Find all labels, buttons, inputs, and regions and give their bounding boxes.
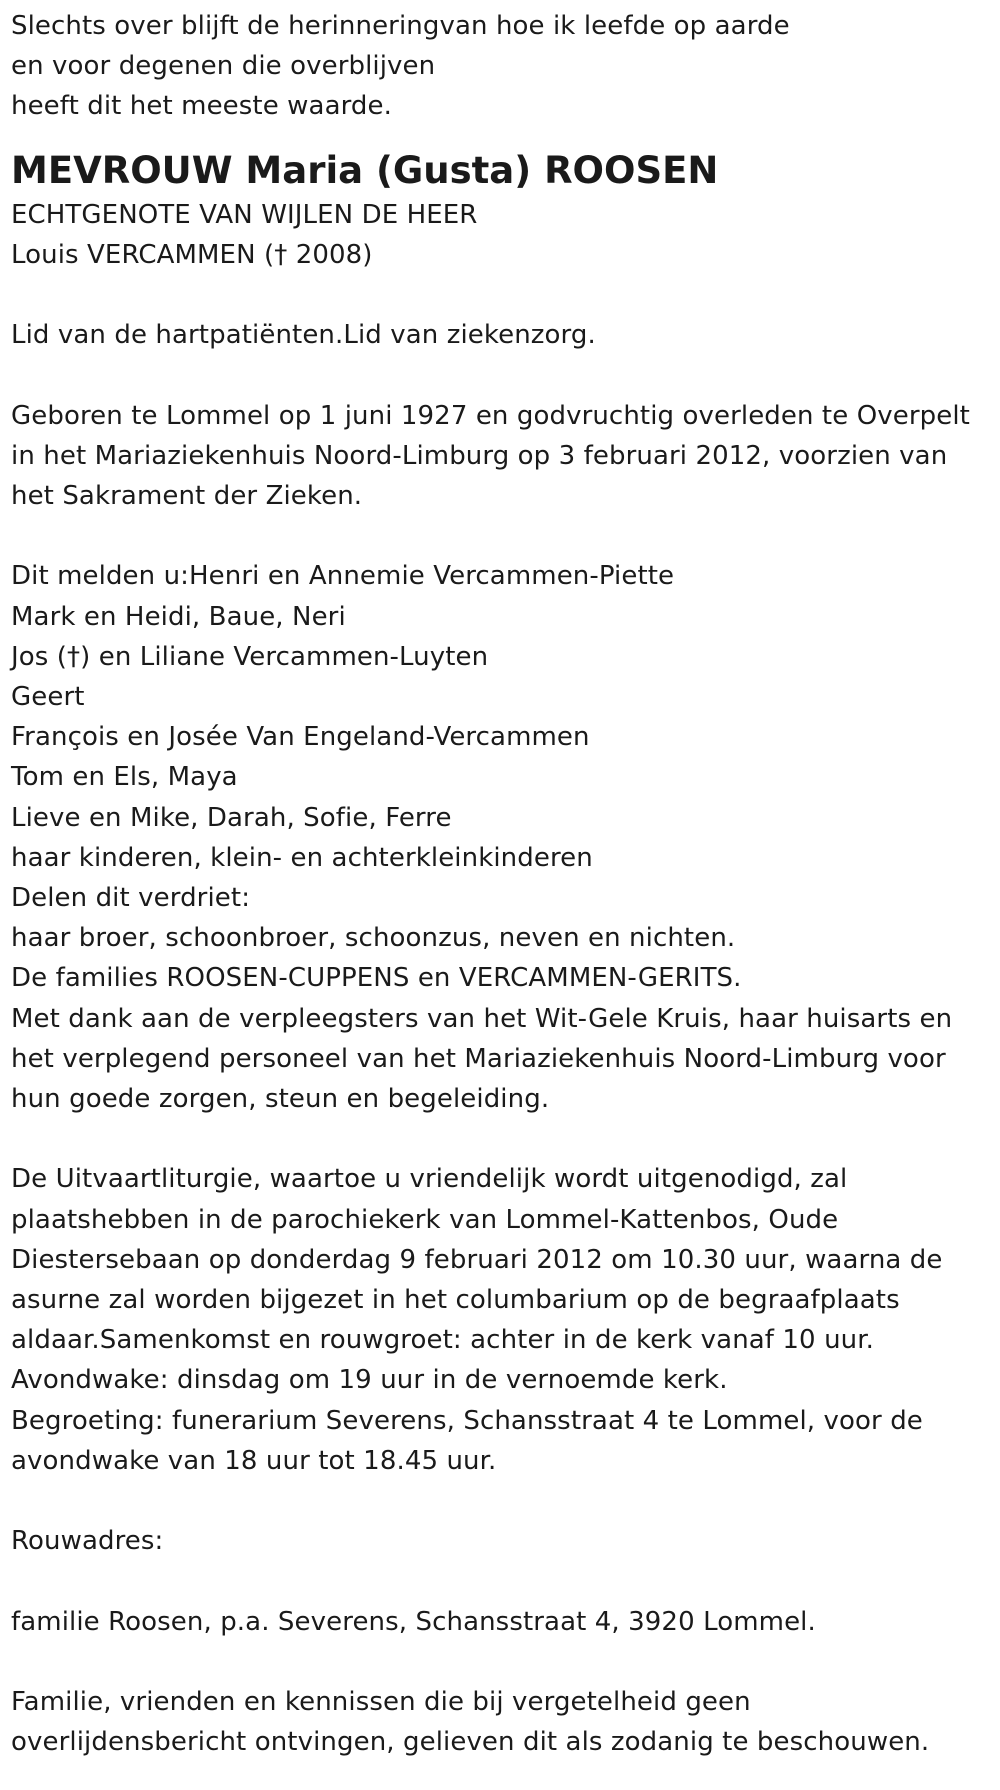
announcer-line: haar broer, schoonbroer, schoonzus, neven en nichten. <box>11 923 736 954</box>
funeral-line: Begroeting: funerarium Severens, Schansstraat 4 te Lommel, voor de <box>11 1405 923 1436</box>
birth-death-line: in het Mariaziekenhuis Noord-Limburg op 3 februari 2012, voorzien van <box>11 440 948 471</box>
address-label: Rouwadres: <box>11 1526 164 1557</box>
spouse-title: ECHTGENOTE VAN WIJLEN DE HEER <box>11 199 478 230</box>
announcer-line: Met dank aan de verpleegsters van het Wit-Gele Kruis, haar huisarts en <box>11 1003 953 1034</box>
memberships <box>11 315 989 355</box>
funeral-line: asurne zal worden bijgezet in het columbarium op de begraafplaats <box>11 1285 900 1316</box>
closing-line: Familie, vrienden en kennissen die bij vergetelheid geen <box>11 1687 751 1718</box>
closing-line: overlijdensbericht ontvingen, gelieven dit als zodanig te beschouwen. <box>11 1727 930 1758</box>
spacer <box>11 275 989 315</box>
poem <box>11 6 989 127</box>
announcers <box>11 556 989 1119</box>
funeral-line: avondwake van 18 uur tot 18.45 uur. <box>11 1445 497 1476</box>
announcer-line: Geert <box>11 682 85 712</box>
birth-death-line: het Sakrament der Zieken. <box>11 481 363 511</box>
poem-line: Slechts over blijft de herinneringvan hoe ik leefde op aarde <box>11 11 790 41</box>
address-label-block <box>11 1521 989 1561</box>
funeral-line: Avondwake: dinsdag om 19 uur in de vernoemde kerk. <box>11 1365 728 1396</box>
address-block <box>11 1602 989 1642</box>
announcer-line: François en Josée Van Engeland-Vercammen <box>11 722 590 753</box>
deceased-header <box>11 147 989 275</box>
announcer-line: Tom en Els, Maya <box>11 762 238 793</box>
deceased-name: MEVROUW Maria (Gusta) ROOSEN <box>11 148 719 192</box>
birth-death-line: Geboren te Lommel op 1 juni 1927 en godvruchtig overleden te Overpelt <box>11 400 970 431</box>
funeral-details <box>11 1159 989 1481</box>
announcer-line: haar kinderen, klein- en achterkleinkinderen <box>11 842 593 873</box>
announcer-line: Lieve en Mike, Darah, Sofie, Ferre <box>11 802 452 833</box>
poem-line: heeft dit het meeste waarde. <box>11 91 392 122</box>
announcer-line: Mark en Heidi, Baue, Neri <box>11 601 346 632</box>
announcer-line: hun goede zorgen, steun en begeleiding. <box>11 1084 550 1115</box>
funeral-line: plaatshebben in de parochiekerk van Lommel-Kattenbos, Oude <box>11 1204 839 1235</box>
poem-line: en voor degenen die overblijven <box>11 51 436 82</box>
spacer <box>11 1642 989 1682</box>
spacer <box>11 516 989 556</box>
funeral-line: aldaar.Samenkomst en rouwgroet: achter in de kerk vanaf 10 uur. <box>11 1325 874 1356</box>
spouse-name: Louis VERCAMMEN († 2008) <box>11 239 373 270</box>
announcer-line: Dit melden u:Henri en Annemie Vercammen-Piette <box>11 561 675 592</box>
closing <box>11 1682 989 1762</box>
announcer-line: Delen dit verdriet: <box>11 883 251 914</box>
funeral-line: Diestersebaan op donderdag 9 februari 2012 om 10.30 uur, waarna de <box>11 1244 943 1275</box>
funeral-line: De Uitvaartliturgie, waartoe u vriendelijk wordt uitgenodigd, zal <box>11 1164 848 1195</box>
announcer-line: Jos (†) en Liliane Vercammen-Luyten <box>11 641 489 672</box>
memberships-text: Lid van de hartpatiënten.Lid van ziekenzorg. <box>11 320 596 351</box>
birth-death <box>11 396 989 517</box>
spacer <box>11 1119 989 1159</box>
address: familie Roosen, p.a. Severens, Schansstraat 4, 3920 Lommel. <box>11 1606 816 1637</box>
spacer <box>11 1561 989 1601</box>
announcer-line: het verplegend personeel van het Mariaziekenhuis Noord-Limburg voor <box>11 1043 946 1074</box>
announcer-line: De families ROOSEN-CUPPENS en VERCAMMEN-GERITS. <box>11 963 742 994</box>
spacer <box>11 1481 989 1521</box>
spacer <box>11 355 989 395</box>
